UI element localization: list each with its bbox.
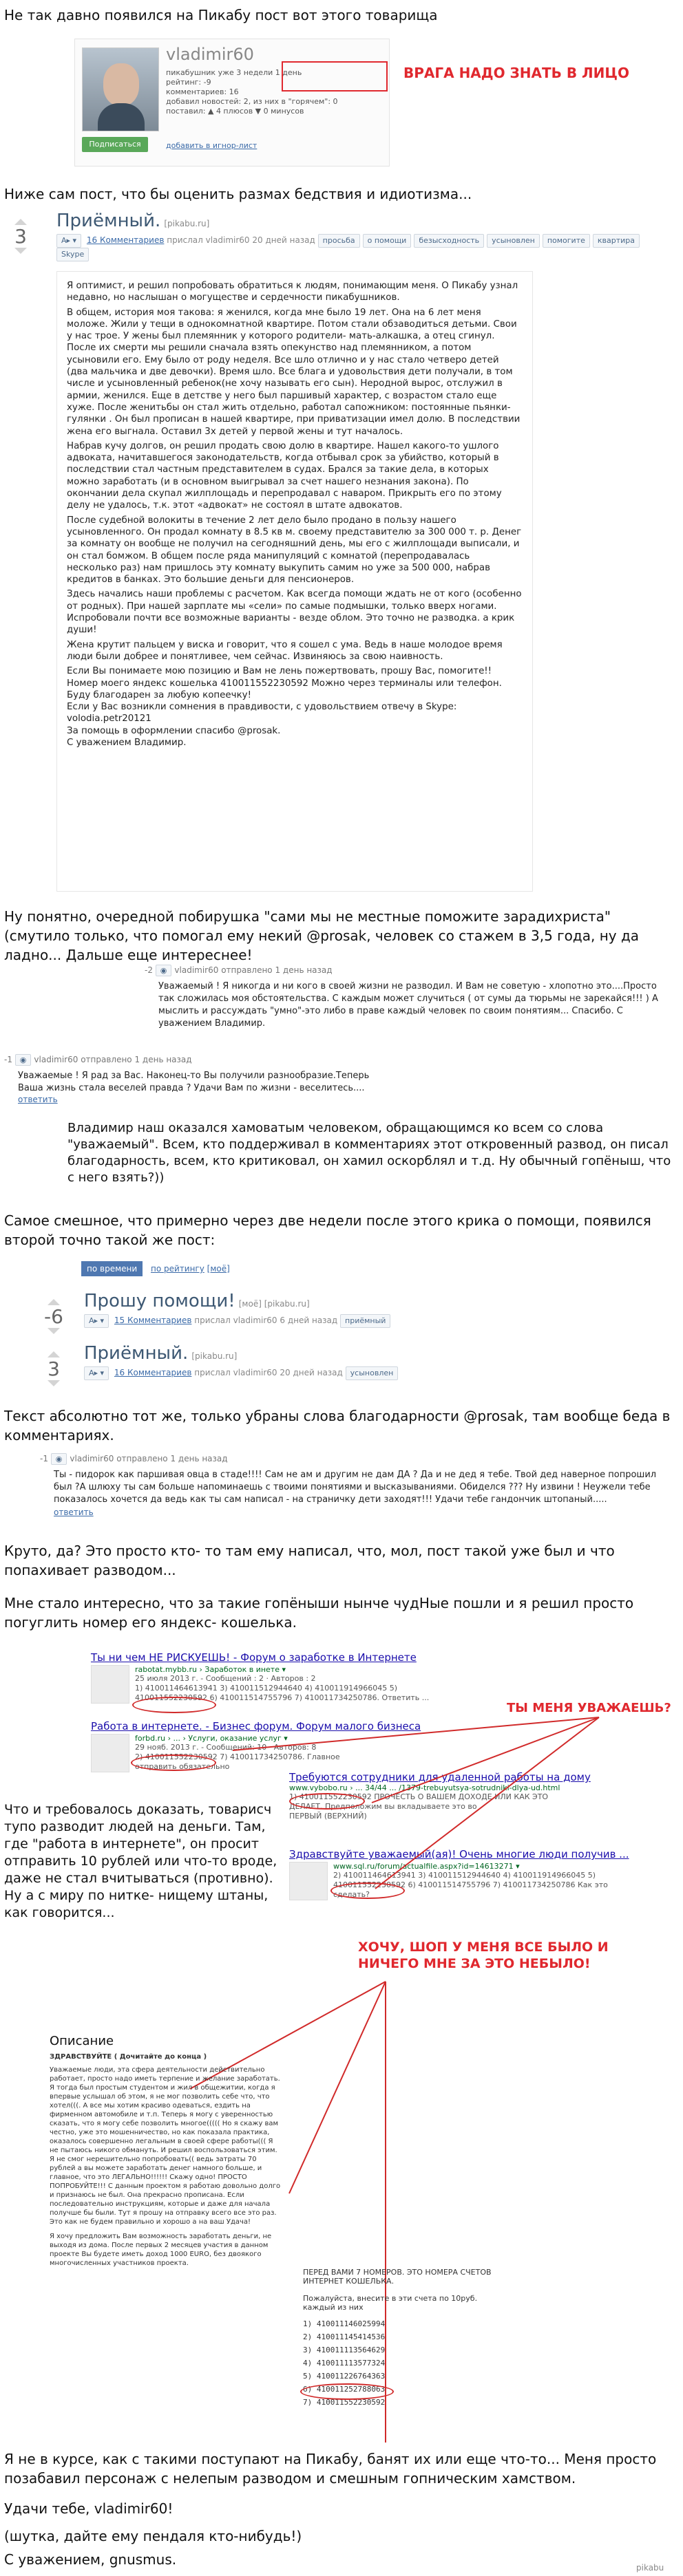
result-meta: 29 нояб. 2013 г. - Сообщений: 10 · Авторов: 8	[135, 1743, 317, 1752]
post2-comments-link[interactable]: 15 Комментариев	[114, 1316, 192, 1325]
wallet-number: 1) 410011146025994	[303, 2319, 386, 2328]
wallet-number: 5) 410011226764363	[303, 2372, 386, 2381]
tag[interactable]: квартира	[593, 234, 640, 248]
result-snippet: 1) 410011464613941 3) 410011512944640 4) 410011914966045 5)	[135, 1684, 398, 1693]
arrow-line	[375, 1717, 599, 1889]
post2-rating: -6	[44, 1305, 63, 1328]
profile-name: vladimir60	[166, 45, 254, 64]
final-text-1: Я не в курсе, как с такими поступают на Пикабу, банят их или еще что-то... Меня просто позабавил персонаж с нелепым разводом и смешным гопническим хамством.	[4, 2451, 657, 2487]
proof-text: Что и требовалось доказать, товарисч тупо разводит людей на деньги. Там, где "работа в интернете", он просит отправить 10 рублей или что-то вроде, даже не стал вчитываться (противно). Ну а с миру по нитке- нищему штаны, как говорится...	[4, 1802, 277, 1920]
google-text: Мне стало интересно, что за такие гопёныши нынче чудНые пошли и я решил просто погуглить номер его яндекс- кошелька.	[4, 1595, 634, 1631]
post1-paragraph: За помощь в оформлении спасибо @prosak.	[67, 725, 281, 736]
arrow-line	[372, 1717, 599, 1803]
arrow-line	[289, 1982, 386, 2193]
result-title[interactable]: Требуются сотрудники для удаленной работы на дому	[289, 1771, 591, 1783]
post2-author: прислал vladimir60 6 дней назад	[194, 1316, 338, 1325]
post3-domain: [pikabu.ru]	[191, 1351, 238, 1361]
tag[interactable]: Skype	[56, 248, 89, 261]
description-body-2: Я хочу предложить Вам возможность заработать деньги, не выходя из дома. После первых 2 месяцев участия в данном проекте Вы будете иметь доход 1000 EURO, без двоякого многочисленных участников проекта.	[50, 2233, 272, 2267]
font-size-icon[interactable]: А▸ ▾	[56, 234, 81, 248]
ignore-link[interactable]: добавить в игнор-лист	[166, 141, 258, 150]
wallet-number: 3) 410011113564629	[303, 2346, 386, 2354]
reply-link[interactable]: ответить	[54, 1507, 94, 1517]
post2-title[interactable]: Прошу помощи!	[84, 1291, 235, 1311]
post1-author: прислал vladimir60 20 дней назад	[167, 235, 315, 245]
stat-votes: поставил: ▲ 4 плюсов ▼ 0 минусов	[166, 107, 304, 116]
final-text-3: (шутка, дайте ему пендаля кто-нибудь!)	[4, 2528, 302, 2544]
font-size-icon[interactable]: А▸ ▾	[84, 1314, 109, 1328]
comment3-text: Ты - пидорок как паршивая овца в стаде!!!! Сам не ам и другим не дам ДА ? Да и не дед я тебе. Твой дед наверное попрошил был ?А шлюху ты сам больше напоминаешь с твоими понятиями и высказываниями. Обиделся ??? Ну извини ! Неужели тебе показалось хочется да ведь как ты сам написал - на страничку дети заходят!!! Удачи тебе гандончик штопаный.....	[54, 1470, 657, 1505]
post1-domain: [pikabu.ru]	[164, 219, 210, 228]
size-of-disaster-text: Ниже сам пост, что бы оценить размах бедствия и идиотизма...	[4, 186, 472, 202]
avatar-icon: ◉	[156, 965, 172, 976]
tag[interactable]: помогите	[543, 234, 590, 248]
second-post-text: Самое смешное, что примерно через две недели после этого крика о помощи, появился второй точно такой же пост:	[4, 1212, 651, 1248]
description-body: Уважаемые люди, эта сфера деятельности действительно работает, просто надо иметь терпение и желание заработать. Я тогда был простым студентом и жил в общежитии, когда я впервые услышал об этом, я не мог позволить себе что, что хотел(((. А все мы хотим красиво одеваться, ездить на фирменном автомобиле и т.п. Теперь я могу с уверенностью сказать, что я могу себе позволить многое((((( Но я скажу вам честно, уже это мошенничество, но как показала практика, оказалось совершенно легальным в своей сфере работы((( Я не пытаюсь никого обмануть. И решил воспользоваться этим. Я не смог нерешительно попробовать(( ведь затраты 70 рублей а вы можете заработать денег намного больше, и главное, что это ЛЕГАЛЬНО!!!!!! Скажу одно! ПРОСТО ПОПРОБУЙТЕ!!! С данным проектом я работаю довольно долго и признаюсь не был. Она прекрасно прописана. Если последовательно инструкциям, которые и даже для начала получше бы были. Тут я прошу на отправку всего все это раз. Это как не будем правильно и хорошо а на ваш Удача!	[50, 2066, 281, 2226]
final-text-2: Удачи тебе, vladimir60!	[4, 2500, 174, 2517]
enemy-note: ВРАГА НАДО ЗНАТЬ В ЛИЦО	[403, 65, 629, 81]
post1-paragraph: Набрав кучу долгов, он решил продать свою долю в квартире. Нашел какого-то ушлого адвоката, начитавшегося законодательств, когда отбывал срок за убийство, который в последствии стал частным представителем в судах. Брался за такие дела, в которых можно заработать (и в основном выигрывал за счет нашего незнания закона). По окончании дела скупал жилплощадь и перепродавал с наваром. Прикрыть его по этому делу не удалось, т.к. этот «адвокат» не состоял в штате адвокатов.	[67, 440, 502, 511]
post3-author: прислал vladimir60 20 дней назад	[194, 1368, 343, 1377]
comment2-score: -1	[4, 1055, 12, 1064]
comment1-head: vladimir60 отправлено 1 день назад	[174, 965, 333, 975]
beggar-text: Ну понятно, очередной побирушка "сами мы не местные поможите зарадихриста" (смутило только, что помогал ему некий @prosak, человек со стажем в 3,5 года, ну да ладно... Дальше еще интереснее!	[4, 908, 640, 963]
wallet-number: 6) 410011252788063	[303, 2385, 386, 2394]
post1-paragraph: Буду благодарен за любую копеечку!	[67, 689, 251, 700]
comment1-text: Уважаемый ! Я никогда и ни кого в своей жизни не разводил. И Вам не советую - хлопотно это....Просто так сложилась моя обстоятельства. С каждым может случиться ( от сумы да тюрьмы не зарекайся!!! ) А мыслить и рассуждать "умно"-это либо в праве каждый человек по своим понятиям... Спасибо. С уважением Владимир.	[158, 981, 658, 1029]
wallet-heading: ПЕРЕД ВАМИ 7 НОМЕРОВ. ЭТО НОМЕРА СЧЕТОВ ИНТЕРНЕТ КОШЕЛЬКА.	[303, 2268, 492, 2286]
respect-note: ТЫ МЕНЯ УВАЖАЕШЬ?	[507, 1701, 671, 1715]
wallet-highlight	[300, 2383, 394, 2400]
tag[interactable]: просьба	[318, 234, 360, 248]
result-snippet: сделать?	[333, 1890, 370, 1899]
post1-paragraph: Номер моего яндекс кошелька 410011552230592 Можно через терминалы или телефон.	[67, 678, 502, 689]
post1-paragraph: Здесь начались наши проблемы с расчетом. Как всегда помощи ждать не от кого (особенно от родных). При нашей зарплате мы «сели» по самые подмышки, только вверх ногами. Испробовали почти все возможные варианты - везде облом. Это точно не разводка. а крик души!	[67, 589, 522, 636]
result-title[interactable]: Ты ни чем НЕ РИСКУЕШЬ! - Форум о заработке в Интернете	[91, 1651, 417, 1664]
post1-rating: 3	[14, 225, 27, 248]
scam-description	[50, 2034, 284, 2337]
wallet-number: 2) 410011145414536	[303, 2332, 386, 2341]
tab-by-time[interactable]: по времени	[81, 1261, 143, 1276]
stat-age: пикабушник уже 3 недели 1 день	[166, 68, 302, 77]
post1-paragraph: Если у Вас возникли сомнения в правдивости, с удовольствием отвечу в Skype: volodia.petr20121	[67, 702, 457, 724]
result-url: forbd.ru › ... › Услуги, оказание услуг ▾	[135, 1734, 288, 1743]
result-url: rabotat.mybb.ru › Заработок в инете ▾	[135, 1665, 286, 1674]
reply-link[interactable]: ответить	[18, 1095, 58, 1104]
wallet-number: 7) 410011552230592	[303, 2398, 386, 2407]
post3-comments-link[interactable]: 16 Комментариев	[114, 1368, 192, 1377]
result-snippet: 2) 410011552230592 7) 410011734250786. Главное	[135, 1752, 340, 1761]
result-url: www.vybobo.ru › ... 34/44 ... /1379-trebuyutsya-sotrudniki-dlya-ud.html	[289, 1783, 560, 1792]
tag[interactable]: безысходность	[414, 234, 484, 248]
comment2-head: vladimir60 отправлено 1 день назад	[34, 1055, 192, 1064]
post1-title[interactable]: Приёмный.	[56, 211, 161, 231]
tab-mine[interactable]: [моё]	[207, 1264, 230, 1274]
result-snippet: 2) 410011464613941 3) 410011512944640 4) 410011914966045 5)	[333, 1871, 596, 1880]
result-snippet: 1) 410011552230592 ПРОЧЕСТЬ О ВАШЕМ ДОХОДЕ ИЛИ КАК ЭТО	[289, 1792, 549, 1801]
result-snippet: отправить обязательно	[135, 1762, 230, 1771]
result-meta: 25 июля 2013 г. - Сообщений : 2 · Авторов : 2	[135, 1674, 316, 1683]
tag[interactable]: усыновлен	[487, 234, 540, 248]
post1-paragraph: В общем, история моя такова: я женился, когда мне было 19 лет. Она на 6 лет меня моложе. Жили у тещи в однокомнатной квартире. Потом стали обзаводиться детьми. Свои у нас трое. У жены был племянник у которого родители- мать-алкашка, а отец сгинул. После их смерти мы решили сначала взять опекунство над племянником, а потом усыновили его. Ему было от роду неделя. Все шло отлично и у нас стало четверо детей (два мальчика и две девочки). Время шло. Все блага и удовольствия дети получали, в том числе и усыновленный ребенок(не хочу называть его сын). Неродной вырос, отслужил в армии, женился. Еще в детстве у него был паршивый характер, с возрастом стало еще хуже. После женитьбы он стал жить отдельно, работал сапожником: постоянные пьянки-гулянки . Он был прописан в нашей квартире, при приватизации имел долю. В последствии жена его выгнала. Оставил 3х детей у первой жены и тут началось.	[67, 307, 521, 437]
description-heading: Описание	[50, 2034, 114, 2048]
tab-by-rating[interactable]: по рейтингу	[150, 1264, 204, 1274]
comment1-score: -2	[145, 965, 153, 975]
tag[interactable]: усыновлен	[346, 1366, 399, 1380]
wallet-instructions	[303, 2268, 509, 2409]
tag[interactable]: о помощи	[363, 234, 412, 248]
avatar-icon: ◉	[15, 1054, 32, 1066]
arrow-line	[233, 1717, 599, 1750]
stat-rating: рейтинг: -9	[166, 78, 211, 87]
post1-paragraph: Если Вы понимаете мою позицию и Вам не лень пожертвовать, прошу Вас, помогите!!	[67, 666, 492, 677]
comment3-score: -1	[40, 1454, 48, 1463]
result-snippet: ДЕЛАЕТ. Предположим вы вкладываете это во	[289, 1802, 477, 1811]
post2-extra: [моё] [pikabu.ru]	[238, 1299, 310, 1309]
intro-text: Не так давно появился на Пикабу пост вот этого товарища	[4, 7, 438, 23]
tag[interactable]: приёмный	[340, 1314, 390, 1328]
font-size-icon[interactable]: А▸ ▾	[84, 1366, 109, 1380]
result-snippet: 410011552230592 6) 410011514755796 7) 410011734250786. Ответить ...	[135, 1693, 430, 1702]
stat-comments: комментариев: 16	[166, 87, 239, 96]
signature: С уважением, gnusmus.	[4, 2551, 177, 2568]
subscribe-button[interactable]: Подписаться	[82, 137, 148, 152]
avatar-icon: ◉	[51, 1453, 67, 1465]
same-text-note: Текст абсолютно тот же, только убраны слова благодарности @prosak, там вообще беда в комментариях.	[4, 1408, 671, 1443]
post3-rating: 3	[48, 1357, 60, 1380]
comment2-text: Уважаемые ! Я рад за Вас. Наконец-то Вы получили разнообразие.Теперь Ваша жизнь стала веселей правда ? Удачи Вам по жизни - веселитесь....	[18, 1071, 370, 1093]
post1-paragraph: Я оптимист, и решил попробовать обратиться к людям, понимающим меня. О Пикабу узнал недавно, но наслышан о могуществе и сердечности пикабушников.	[67, 281, 518, 303]
post1-paragraph: После судебной волокиты в течение 2 лет дело было продано в пользу нашего усыновленного. Он продал комнату в 8.5 кв м. своему представителю за 300 000 т. р. Денег за комнату он вообще не получил на сегодняшний день, мы его с жилплощади выписали, и он стал бомжом. В общем после ряда манипуляций с комнатой (перепродавалась несколько раз) нам пришлось эту комнату выкупить самим но уже за 500 000, набрав кредитов в банках. Это большие деньги для пенсионеров.	[67, 515, 522, 586]
result-title[interactable]: Здравствуйте уважаемый(ая)! Очень многие люди получив ...	[289, 1848, 629, 1860]
post1-comments-link[interactable]: 16 Комментариев	[86, 235, 165, 245]
post3-title[interactable]: Приёмный.	[84, 1343, 189, 1364]
description-hello: ЗДРАВСТВУЙТЕ ( Дочитайте до конца )	[50, 2053, 207, 2061]
stat-news: добавил новостей: 2, из них в "горячем": 0	[166, 97, 338, 106]
rude-person-text: Владимир наш оказался хамоватым человеком, обращающимся ко всем со слова "уважаемый". Всем, кто поддерживал в комментариях этот откровенный развод, он писал благодарность, всем, кто критиковал, он хамил оскорблял и т.д. Ну обычный гопёныш, что с него взять?))	[67, 1121, 671, 1185]
cool-text: Круто, да? Это просто кто- то там ему написал, что, мол, пост такой уже был и что попахивает разводом...	[4, 1543, 615, 1578]
wish-note: ХОЧУ, ШОП У МЕНЯ ВСЕ БЫЛО И НИЧЕГО МНЕ ЗА ЭТО НЕБЫЛО!	[358, 1940, 609, 1971]
wallet-number: 4) 410011113577324	[303, 2359, 386, 2368]
post1-paragraph: С уважением Владимир.	[67, 737, 187, 748]
result-title[interactable]: Работа в интернете. - Бизнес форум. Форум малого бизнеса	[91, 1720, 421, 1732]
wallet-instruction: Пожалуйста, внесите в эти счета по 10руб. каждый из них	[303, 2294, 478, 2312]
watermark: pikabu	[636, 2563, 664, 2573]
result-url: www.sql.ru/forum/actualfile.aspx?id=14613271 ▾	[333, 1862, 520, 1871]
result-snippet: 410011552230592 6) 410011514755796 7) 410011734250786 Как это	[333, 1880, 608, 1889]
result-snippet: ПЕРВЫЙ (ВЕРХНИЙ)	[289, 1812, 367, 1821]
comment3-head: vladimir60 отправлено 1 день назад	[70, 1454, 228, 1463]
post1-paragraph: Жена крутит пальцем у виска и говорит, что я сошел с ума. Ведь в наше молодое время люди были добрее и понятливее, чем сейчас. Извиняюсь за свою наивность.	[67, 639, 503, 662]
